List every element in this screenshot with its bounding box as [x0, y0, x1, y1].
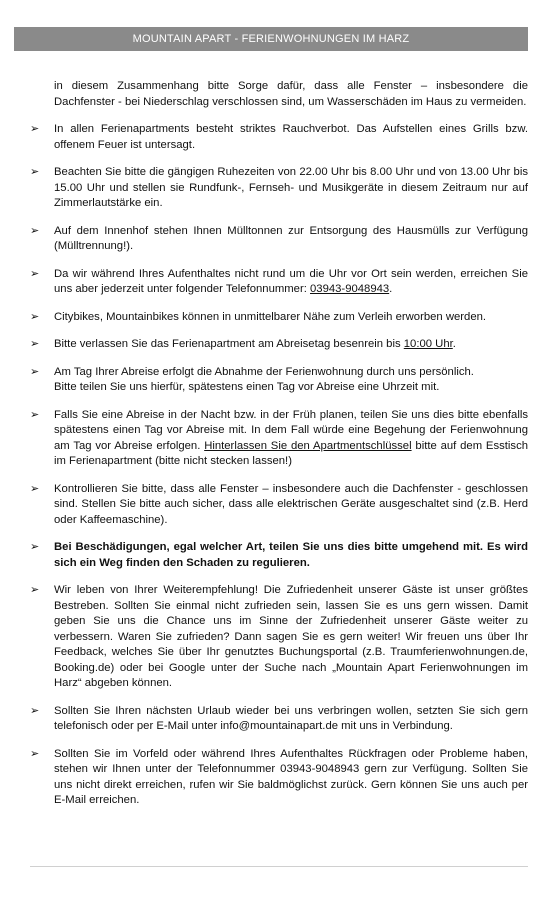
arrow-bullet-icon: ➢ — [30, 704, 40, 717]
list-item-text-part: Bitte verlassen Sie das Ferienapartment am Abreisetag besenrein bis — [54, 338, 404, 350]
arrow-bullet-icon: ➢ — [30, 365, 40, 378]
list-item-text — [54, 165, 528, 212]
list-item — [30, 165, 528, 212]
list-item-text-part: Kontrollieren Sie bitte, dass alle Fenster – insbesondere auch die Dachfenster - geschlossen sind. Stellen Sie bitte auch sicher, dass alle elektrischen Geräte ausgeschaltet sind (z.B. Herd oder Kaffeemaschine). — [54, 482, 528, 526]
list-item-text-part: Sollten Sie Ihren nächsten Urlaub wieder bei uns verbringen wollen, setzten Sie sich gern telefonisch oder per E-Mail unter info@mountainapart.de mit uns in Verbindung. — [54, 704, 528, 732]
list-item-text — [54, 482, 528, 529]
list-item-text — [54, 310, 528, 326]
list-item-text-part: Am Tag Ihrer Abreise erfolgt die Abnahme der Ferienwohnung durch uns persönlich. — [54, 365, 474, 378]
list-item-text-part: Citybikes, Mountainbikes können in unmittelbarer Nähe zum Verleih erworben werden. — [54, 310, 487, 323]
list-item-text — [54, 704, 528, 735]
arrow-bullet-icon: ➢ — [30, 123, 40, 135]
arrow-bullet-icon: ➢ — [30, 166, 40, 178]
list-item-text — [54, 747, 528, 809]
list-item — [30, 224, 528, 255]
arrow-bullet-icon: ➢ — [30, 267, 40, 280]
list-item-text — [54, 540, 528, 571]
list-item — [30, 337, 528, 353]
arrow-bullet-icon: ➢ — [30, 541, 40, 553]
list-item-text-part: Da wir während Ihres Aufenthaltes nicht rund um die Uhr vor Ort sein werden, erreichen Sie uns aber jederzeit unter folgender Telefonnummer: — [54, 267, 528, 295]
list-item — [30, 704, 528, 735]
list-item — [30, 122, 528, 153]
list-item — [30, 583, 528, 692]
underlined-text: Hinterlassen Sie den Apartmentschlüssel — [204, 439, 412, 452]
list-item-text-part: Bei Beschädigungen, egal welcher Art, teilen Sie uns dies bitte umgehend mit. Es wird sich ein Weg finden den Schaden zu regulieren. — [54, 541, 528, 569]
list-item-text-part: Bitte teilen Sie uns hierfür, spätestens einen Tag vor Abreise eine Uhrzeit mit. — [54, 381, 440, 393]
arrow-bullet-icon: ➢ — [30, 224, 40, 237]
list-item-text — [54, 267, 528, 298]
list-item-text — [54, 365, 528, 396]
list-item-text-part: Beachten Sie bitte die gängigen Ruhezeiten von 22.00 Uhr bis 8.00 Uhr und von 13.00 Uhr bis 15.00 Uhr und stellen sie Rundfunk-, Fernseh- und Musikgeräte in diesem Zeitraum nur auf Zimmerlautstärke ein. — [54, 166, 528, 209]
arrow-bullet-icon: ➢ — [30, 747, 40, 760]
list-item — [30, 267, 528, 298]
list-item — [30, 408, 528, 470]
underlined-text: 03943-9048943 — [310, 283, 390, 295]
list-item-text — [54, 337, 528, 353]
arrow-bullet-icon: ➢ — [30, 338, 40, 350]
list-item-text-part: Wir leben von Ihrer Weiterempfehlung! Die Zufriedenheit unserer Gäste ist unser größtes Bestreben. Sollten Sie einmal nicht zufrieden sein, lassen Sie es uns gern wissen. Damit geben Sie uns die Chance uns im Sinne der Zufriedenheit unserer Gäste weiter zu verbessern. Waren Sie zufrieden? Dann sagen Sie es gern weiter! Wir freuen uns über Ihr Feedback, welches Sie über Ihr genutztes Buchungsportal (z.B. Traumferienwohnungen.de, Booking.de) oder bei Google unter der Suche nach „Mountain Apart Ferienwohnungen im Harz“ abgeben können. — [54, 584, 528, 689]
header-title: MOUNTAIN APART - FERIENWOHNUNGEN IM HARZ — [132, 33, 410, 45]
list-item — [30, 540, 528, 571]
list-item-text — [54, 224, 528, 255]
document-header — [14, 27, 528, 51]
list-item-text-part: Sollten Sie im Vorfeld oder während Ihres Aufenthaltes Rückfragen oder Probleme haben, stehen wir Ihnen unter der Telefonnummer 03943-9048943 gern zur Verfügung. Sollten Sie uns nicht direkt erreichen, rufen wir Sie baldmöglichst zurück. Gern können Sie uns auch per E-Mail erreichen. — [54, 747, 528, 806]
list-item — [30, 747, 528, 809]
house-rules-list — [30, 122, 528, 809]
intro-paragraph: in diesem Zusammenhang bitte Sorge dafür, dass alle Fenster – insbesondere die Dachfenster - bei Niederschlag verschlossen sind, um Wasserschäden im Haus zu vermeiden. — [54, 80, 528, 108]
arrow-bullet-icon: ➢ — [30, 408, 40, 421]
list-item — [30, 365, 528, 396]
arrow-bullet-icon: ➢ — [30, 584, 40, 596]
arrow-bullet-icon: ➢ — [30, 482, 40, 495]
list-item-text — [54, 408, 528, 470]
footer-divider — [30, 866, 528, 867]
list-item-text — [54, 122, 528, 153]
underlined-text: 10:00 Uhr — [403, 338, 453, 350]
list-item-text-part: . — [452, 338, 456, 350]
list-item-text-part: bitte auf dem Esstisch im Ferienapartment (bitte nicht stecken lassen!) — [54, 439, 528, 467]
list-item-text — [54, 583, 528, 692]
list-item — [30, 310, 528, 326]
arrow-bullet-icon: ➢ — [30, 310, 40, 323]
list-item — [30, 482, 528, 529]
list-item-text-part: In allen Ferienapartments besteht striktes Rauchverbot. Das Aufstellen eines Grills bzw. offenem Feuer ist untersagt. — [54, 123, 528, 151]
list-item-text-part: Falls Sie eine Abreise in der Nacht bzw. in der Früh planen, teilen Sie uns dies bitte ebenfalls spätestens einen Tag vor Abreise mit. In dem Fall würde eine Begehung der Ferienwohnung am Tag vor Abreise erfolgen. — [54, 408, 528, 452]
list-item-text-part: Auf dem Innenhof stehen Ihnen Mülltonnen zur Entsorgung des Hausmülls zur Verfügung (Mülltrennung!). — [54, 224, 528, 252]
list-item-text-part: . — [389, 283, 393, 295]
document-body — [30, 79, 528, 821]
